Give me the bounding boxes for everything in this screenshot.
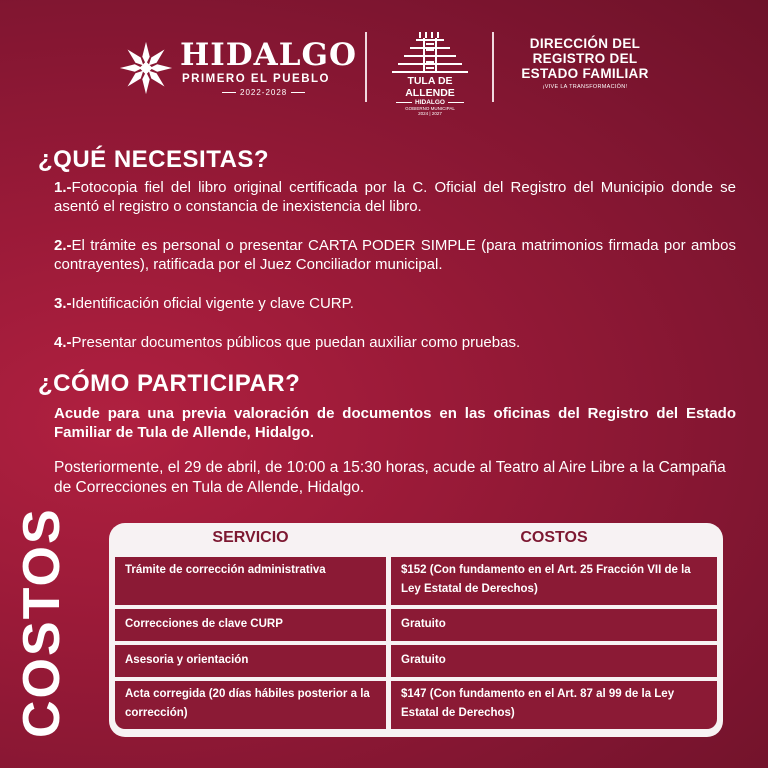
tula-years: 2024 | 2027 [418, 111, 442, 116]
cell-costo: $152 (Con fundamento en el Art. 25 Fracción VII de la Ley Estatal de Derechos) [391, 557, 717, 605]
participar-bold-text: Acude para una previa valoración de documentos en las oficinas del Registro del Estado Familiar de Tula de Allende, Hidalgo. [54, 405, 736, 441]
item-text: Presentar documentos públicos que puedan auxiliar como pruebas. [71, 334, 521, 351]
item-number: 4.- [54, 334, 72, 351]
header-costos: COSTOS [520, 529, 588, 546]
direccion-logo [505, 36, 665, 90]
header [0, 28, 768, 116]
costs-table [109, 523, 723, 737]
tula-name: TULA DE ALLENDE [405, 75, 455, 99]
cell-costo: Gratuito [391, 645, 717, 677]
tula-state: HIDALGO [382, 99, 478, 106]
direccion-tagline: ¡VIVE LA TRANSFORMACIÓN! [542, 84, 628, 90]
hidalgo-title: HIDALGO [180, 37, 358, 73]
participar-title: ¿CÓMO PARTICIPAR? [38, 370, 301, 397]
requirement-item [54, 178, 736, 216]
item-number: 2.- [54, 237, 72, 254]
divider [492, 32, 494, 102]
star-icon [118, 40, 174, 96]
item-text: Fotocopia fiel del libro original certificada por la C. Oficial del Registro del Municipio donde se asentó el registro o constancia de inexistencia del libro. [54, 179, 736, 215]
cell-costo: Gratuito [391, 609, 717, 641]
header-servicio: SERVICIO [212, 529, 289, 546]
direccion-line1: DIRECCIÓN DEL [529, 36, 641, 51]
tula-logo [382, 30, 478, 116]
cell-servicio: Trámite de corrección administrativa [115, 557, 386, 605]
hidalgo-subtitle: PRIMERO EL PUEBLO [182, 73, 330, 85]
participar-text: Posteriormente, el 29 de abril, de 10:00 a 15:30 horas, acude al Teatro al Aire Libre a la Campaña de Correcciones en Tula de Allende, Hidalgo. [54, 459, 726, 496]
requirement-item [54, 236, 736, 274]
cell-servicio: Asesoria y orientación [115, 645, 386, 677]
requirement-item [54, 294, 736, 313]
necesitas-title: ¿QUÉ NECESITAS? [38, 146, 270, 173]
cell-costo: $147 (Con fundamento en el Art. 87 al 99 de la Ley Estatal de Derechos) [391, 681, 717, 729]
hidalgo-years: 2022-2028 [218, 88, 309, 97]
item-text: El trámite es personal o presentar CARTA PODER SIMPLE (para matrimonios firmada por ambos contrayentes), ratificada por el Juez Conciliador municipal. [54, 237, 736, 273]
costos-side-label: COSTOS [13, 507, 71, 738]
hidalgo-logo [118, 36, 358, 102]
pyramid-icon [388, 30, 472, 74]
tula-gov: GOBIERNO MUNICIPAL [405, 106, 455, 111]
requirement-item [54, 333, 736, 352]
cell-servicio: Acta corregida (20 días hábiles posterior a la corrección) [115, 681, 386, 729]
requirements-list [54, 178, 736, 372]
item-number: 1.- [54, 179, 72, 196]
direccion-line2: REGISTRO DEL [532, 51, 638, 66]
item-number: 3.- [54, 295, 72, 312]
direccion-line3: ESTADO FAMILIAR [521, 66, 649, 81]
item-text: Identificación oficial vigente y clave CURP. [71, 295, 354, 312]
cell-servicio: Correcciones de clave CURP [115, 609, 386, 641]
divider [365, 32, 367, 102]
